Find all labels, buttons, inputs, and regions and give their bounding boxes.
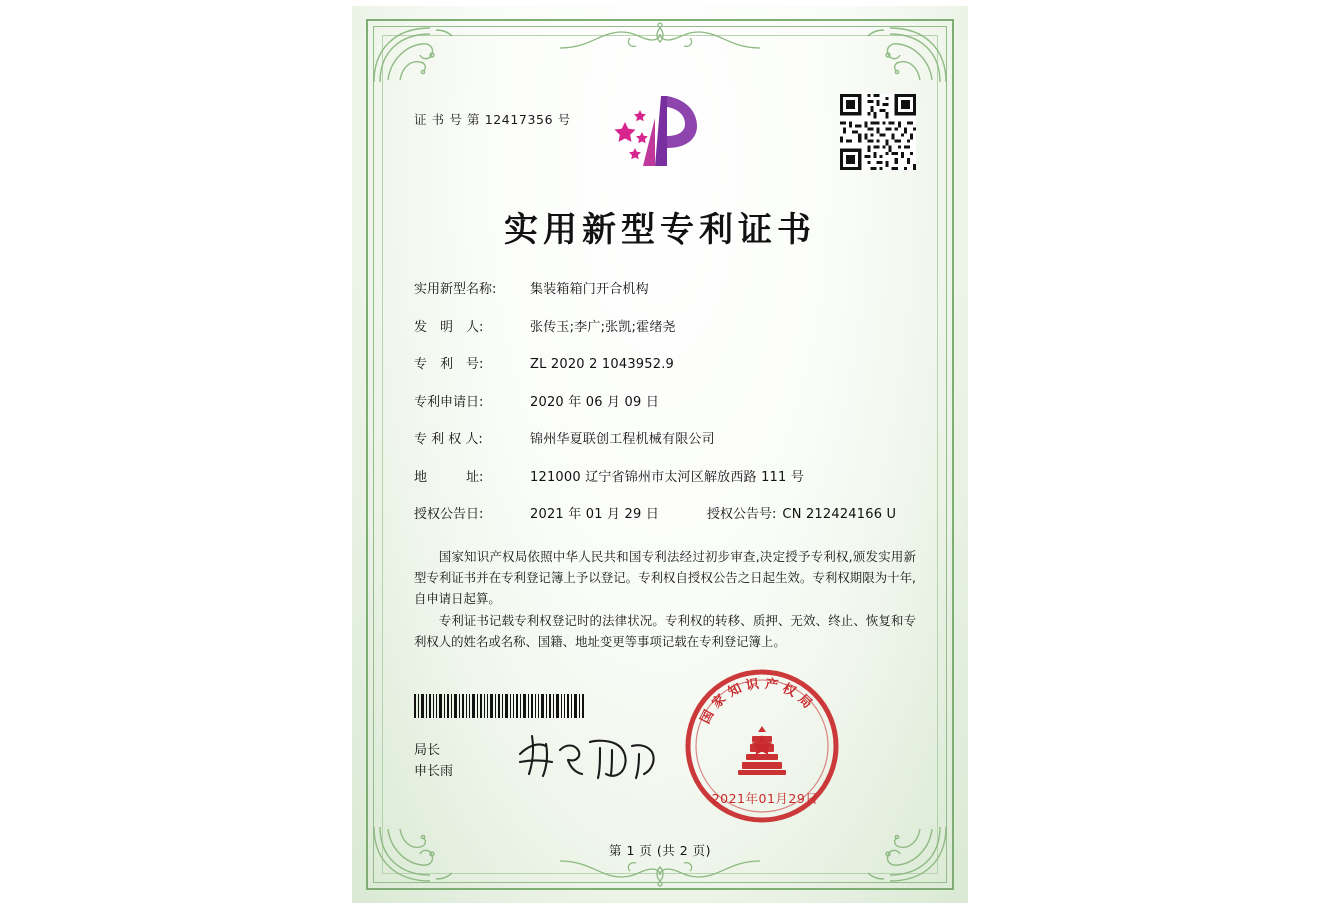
- field-value: 2020 年 06 月 09 日: [530, 394, 660, 410]
- signature-name: 申长雨: [414, 764, 454, 779]
- signature-title: 局长: [414, 743, 441, 758]
- field-label: 实用新型名称:: [414, 282, 497, 297]
- field-value: 张传玉;李广;张凯;霍绪尧: [530, 319, 676, 335]
- top-center-ornament: [560, 18, 760, 62]
- corner-ornament-top-left: [370, 22, 462, 86]
- field-value: 121000 辽宁省锦州市太河区解放西路 111 号: [530, 469, 805, 485]
- certificate-number: 证 书 号 第 12417356 号: [414, 112, 571, 127]
- field-value: 集装箱箱门开合机构: [530, 282, 649, 297]
- field-row-application-date: [414, 391, 916, 410]
- page-footer: 第 1 页 (共 2 页): [608, 843, 712, 858]
- field-row-name: [414, 278, 916, 297]
- svg-text:权: 权: [779, 681, 799, 701]
- svg-text:国: 国: [698, 707, 718, 727]
- field-label: 专 利 权 人:: [414, 432, 483, 447]
- cnipa-emblem-icon: [597, 88, 715, 174]
- svg-text:局: 局: [794, 691, 815, 712]
- field-label-grant-number: 授权公告号:: [707, 507, 777, 522]
- field-value: ZL 2020 2 1043952.9: [530, 357, 675, 372]
- field-row-patent-number: [414, 353, 916, 372]
- seal-date: 2021年01月29日: [711, 791, 819, 806]
- qr-code-icon: [840, 94, 916, 170]
- field-list: [414, 278, 916, 541]
- field-label: 发 明 人:: [414, 319, 484, 335]
- field-value-grant-date: 2021 年 01 月 29 日: [530, 507, 660, 522]
- svg-text:知: 知: [725, 681, 745, 701]
- page-title: 实用新型专利证书: [504, 210, 816, 250]
- field-row-patentee: [414, 428, 916, 447]
- field-value: 锦州华夏联创工程机械有限公司: [530, 432, 715, 447]
- field-label: 专 利 号:: [414, 357, 484, 372]
- field-row-inventor: [414, 316, 916, 335]
- field-value-grant-number: CN 212424166 U: [782, 507, 897, 522]
- field-row-address: [414, 466, 916, 485]
- patent-certificate: [352, 6, 968, 903]
- legal-paragraph-1: 国家知识产权局依照中华人民共和国专利法经过初步审查,决定授予专利权,颁发实用新型专利证书并在专利登记簿上予以登记。专利权自授权公告之日起生效。专利权期限为十年,自申请日起算。: [414, 549, 916, 606]
- field-label-grant-date: 授权公告日:: [414, 507, 484, 522]
- barcode-icon: [414, 694, 586, 718]
- svg-text:产: 产: [764, 676, 780, 694]
- svg-text:识: 识: [744, 676, 760, 694]
- field-label: 专利申请日:: [414, 394, 484, 410]
- legal-paragraph-2: 专利证书记载专利权登记时的法律状况。专利权的转移、质押、无效、终止、恢复和专利权人的姓名或名称、国籍、地址变更等事项记载在专利登记簿上。: [414, 613, 916, 649]
- signature-block: [414, 740, 453, 782]
- field-label: 地 址:: [414, 469, 484, 485]
- field-row-grant: [414, 503, 916, 522]
- svg-text:家: 家: [709, 691, 730, 712]
- handwritten-signature: [512, 728, 662, 786]
- corner-ornament-top-right: [858, 22, 950, 86]
